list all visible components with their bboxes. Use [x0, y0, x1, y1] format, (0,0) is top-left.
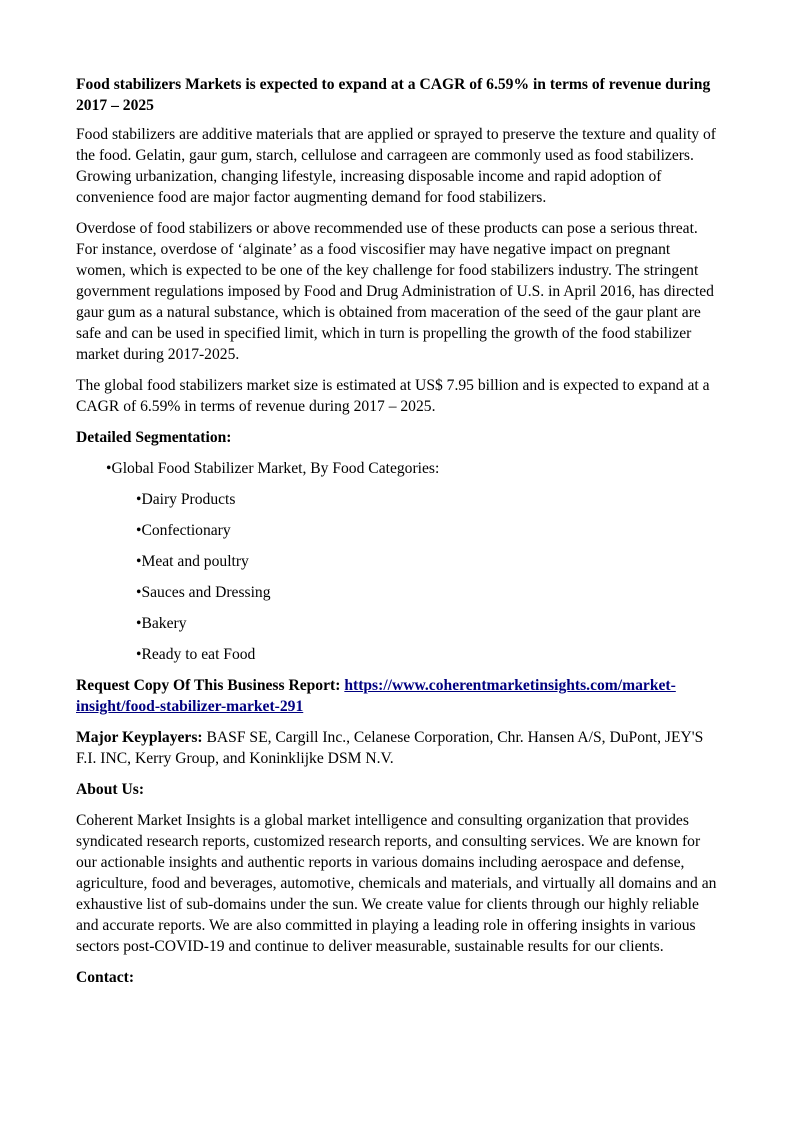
- keyplayers-label: Major Keyplayers:: [76, 729, 203, 746]
- request-copy-line: [76, 675, 718, 717]
- market-size-paragraph: The global food stabilizers market size is estimated at US$ 7.95 billion and is expected to expand at a CAGR of 6.59% in terms of revenue during 2017 – 2025.: [76, 377, 710, 415]
- intro-paragraph: Food stabilizers are additive materials that are applied or sprayed to preserve the texture and quality of the food. Gelatin, gaur gum, starch, cellulose and carrageen are commonly used as food stabilizers. Growing urbanization, changing lifestyle, increasing disposable income and rapid adoption of convenience food are major factor augmenting demand for food stabilizers.: [76, 126, 716, 206]
- report-link[interactable]: https://www.coherentmarketinsights.com/market-insight/food-stabilizer-market-291: [76, 677, 676, 715]
- document-title: Food stabilizers Markets is expected to expand at a CAGR of 6.59% in terms of revenue during 2017 – 2025: [76, 76, 711, 114]
- segment-item-ready-to-eat: •Ready to eat Food: [136, 646, 256, 663]
- keyplayers-list: BASF SE, Cargill Inc., Celanese Corporation, Chr. Hansen A/S, DuPont, JEY'S F.I. INC, Kerry Group, and Koninklijke DSM N.V.: [76, 729, 704, 767]
- segment-item-confectionary: •Confectionary: [136, 522, 231, 539]
- document-page: [76, 74, 718, 998]
- segment-item-bakery: •Bakery: [136, 615, 187, 632]
- segmentation-heading: Detailed Segmentation:: [76, 429, 232, 446]
- segment-item-dairy: •Dairy Products: [136, 491, 236, 508]
- regulation-paragraph: Overdose of food stabilizers or above recommended use of these products can pose a serious threat. For instance, overdose of ‘alginate’ as a food viscosifier may have negative impact on pregnant women, which is expected to be one of the key challenge for food stabilizers industry. The stringent government regulations imposed by Food and Drug Administration of U.S. in April 2016, has directed gaur gum as a natural substance, which is obtained from maceration of the seed of the gaur plant are safe and can be used in specified limit, which in turn is propelling the growth of the food stabilizer market during 2017-2025.: [76, 220, 714, 363]
- about-heading: About Us:: [76, 781, 145, 798]
- segment-main-item: •Global Food Stabilizer Market, By Food Categories:: [106, 460, 440, 477]
- about-paragraph: Coherent Market Insights is a global market intelligence and consulting organization that provides syndicated research reports, customized research reports, and consulting services. We are known for our actionable insights and authentic reports in various domains including aerospace and defense, agriculture, food and beverages, automotive, chemicals and materials, and virtually all domains and an exhaustive list of sub-domains under the sun. We create value for clients through our highly reliable and accurate reports. We are also committed in playing a leading role in offering insights in various sectors post-COVID-19 and continue to deliver measurable, sustainable results for our clients.: [76, 812, 717, 955]
- keyplayers-line: [76, 727, 718, 769]
- contact-heading: Contact:: [76, 969, 135, 986]
- segment-item-meat: •Meat and poultry: [136, 553, 249, 570]
- request-copy-label: Request Copy Of This Business Report:: [76, 677, 341, 694]
- segment-item-sauces: •Sauces and Dressing: [136, 584, 271, 601]
